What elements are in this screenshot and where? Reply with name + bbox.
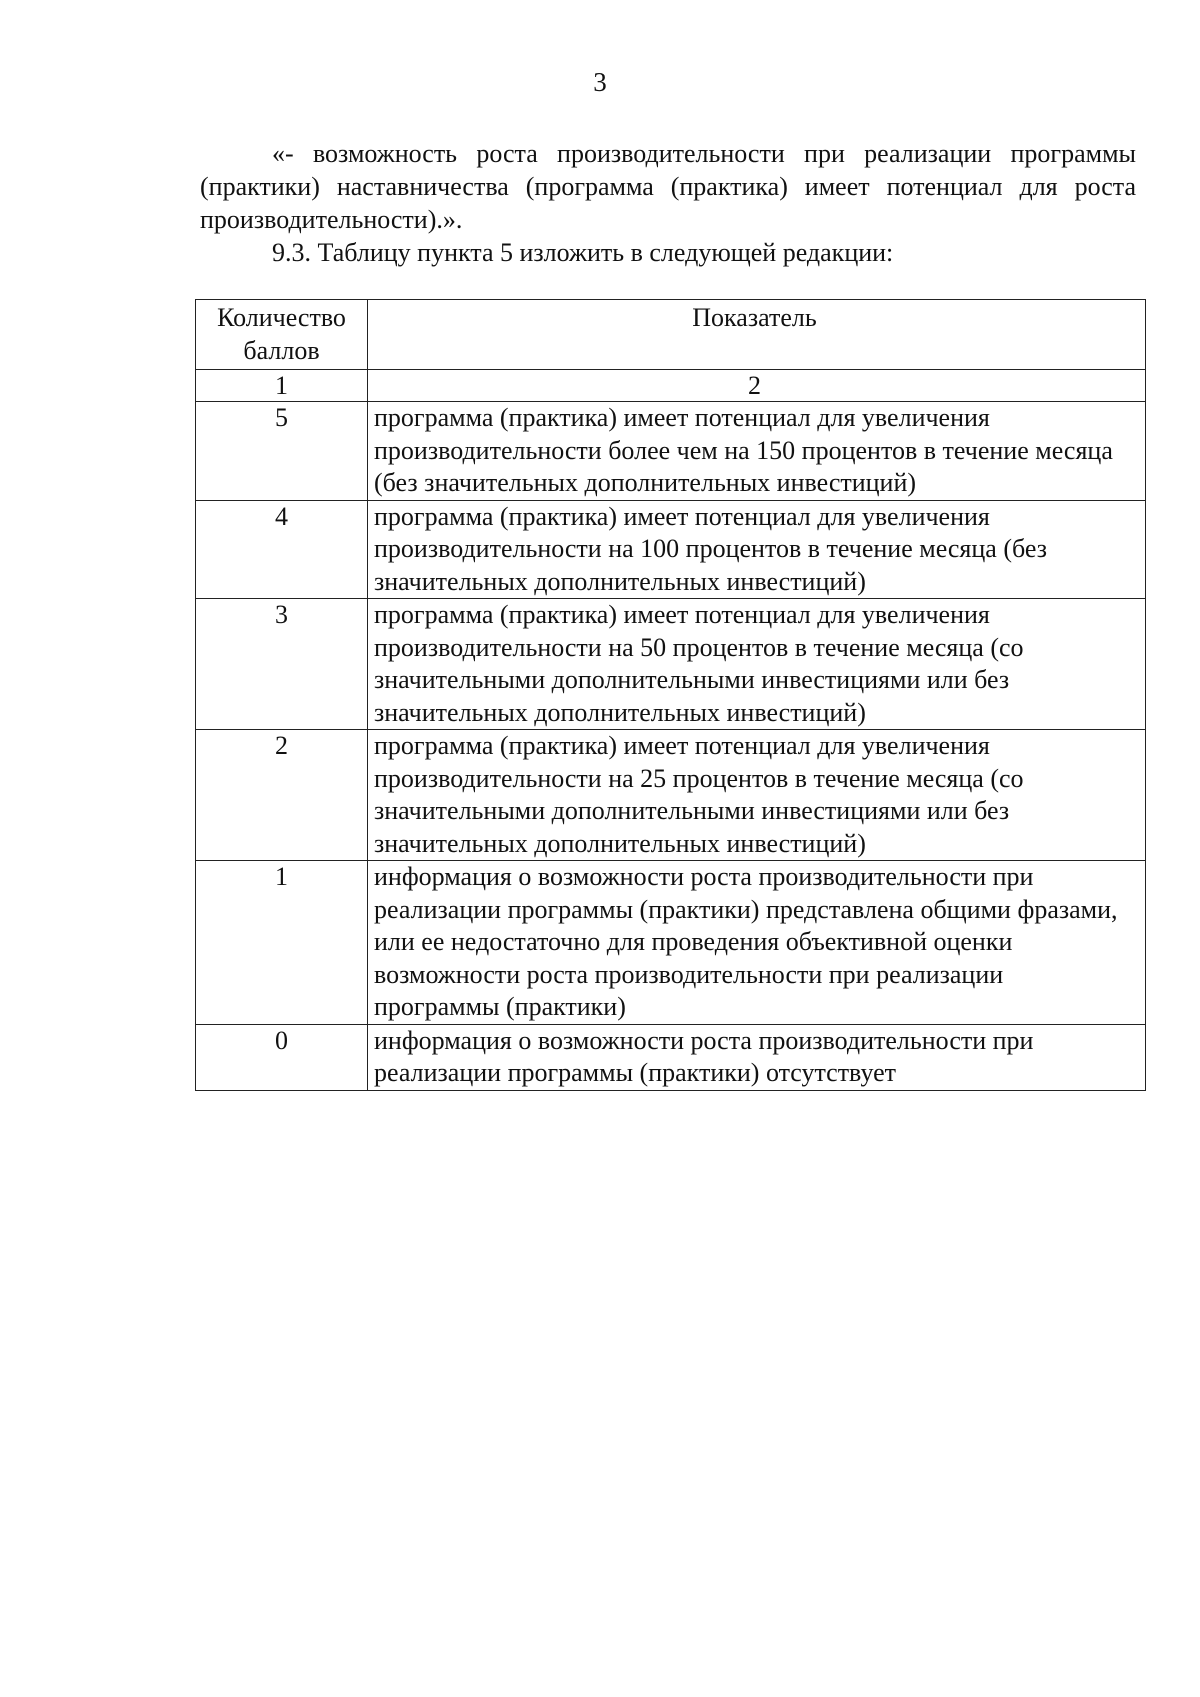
row-indicator: программа (практика) имеет потенциал для увеличения производительности на 100 процентов в течение месяца (без значительных дополнительных инвестиций) <box>368 500 1146 599</box>
row-indicator: программа (практика) имеет потенциал для увеличения производительности более чем на 150 процентов в течение месяца (без значительных дополнительных инвестиций) <box>368 402 1146 501</box>
table-row <box>196 402 1146 501</box>
table-row <box>196 861 1146 1025</box>
table-instruction: 9.3. Таблицу пункта 5 изложить в следующей редакции: <box>272 238 894 267</box>
intro-paragraph: «- возможность роста производительности при реализации программы (практики) наставничества (программа (практика) имеет потенциал для роста производительности).». <box>200 139 1136 234</box>
intro-text <box>200 137 1136 269</box>
table-row <box>196 500 1146 599</box>
row-score: 2 <box>196 730 368 861</box>
row-indicator: информация о возможности роста производительности при реализации программы (практики) отсутствует <box>368 1024 1146 1090</box>
row-score: 3 <box>196 599 368 730</box>
row-indicator: информация о возможности роста производительности при реализации программы (практики) представлена общими фразами, или ее недостаточно для проведения объективной оценки возможности роста производительности при реализации программы (практики) <box>368 861 1146 1025</box>
row-score: 1 <box>196 861 368 1025</box>
table-row <box>196 730 1146 861</box>
column-number-row <box>196 370 1146 402</box>
table-header-row <box>196 300 1146 370</box>
row-indicator: программа (практика) имеет потенциал для увеличения производительности на 50 процентов в течение месяца (со значительными дополнительными инвестициями или без значительных дополнительных инвестиций) <box>368 599 1146 730</box>
row-indicator: программа (практика) имеет потенциал для увеличения производительности на 25 процентов в течение месяца (со значительными дополнительными инвестициями или без значительных дополнительных инвестиций) <box>368 730 1146 861</box>
column-number-indicator: 2 <box>368 370 1146 402</box>
row-score: 4 <box>196 500 368 599</box>
row-score: 0 <box>196 1024 368 1090</box>
page-number: 3 <box>593 67 607 97</box>
table-row <box>196 599 1146 730</box>
score-table <box>195 299 1146 1091</box>
row-score: 5 <box>196 402 368 501</box>
column-number-score: 1 <box>196 370 368 402</box>
header-score: Количество баллов <box>196 300 368 370</box>
table-row <box>196 1024 1146 1090</box>
header-indicator: Показатель <box>368 300 1146 370</box>
